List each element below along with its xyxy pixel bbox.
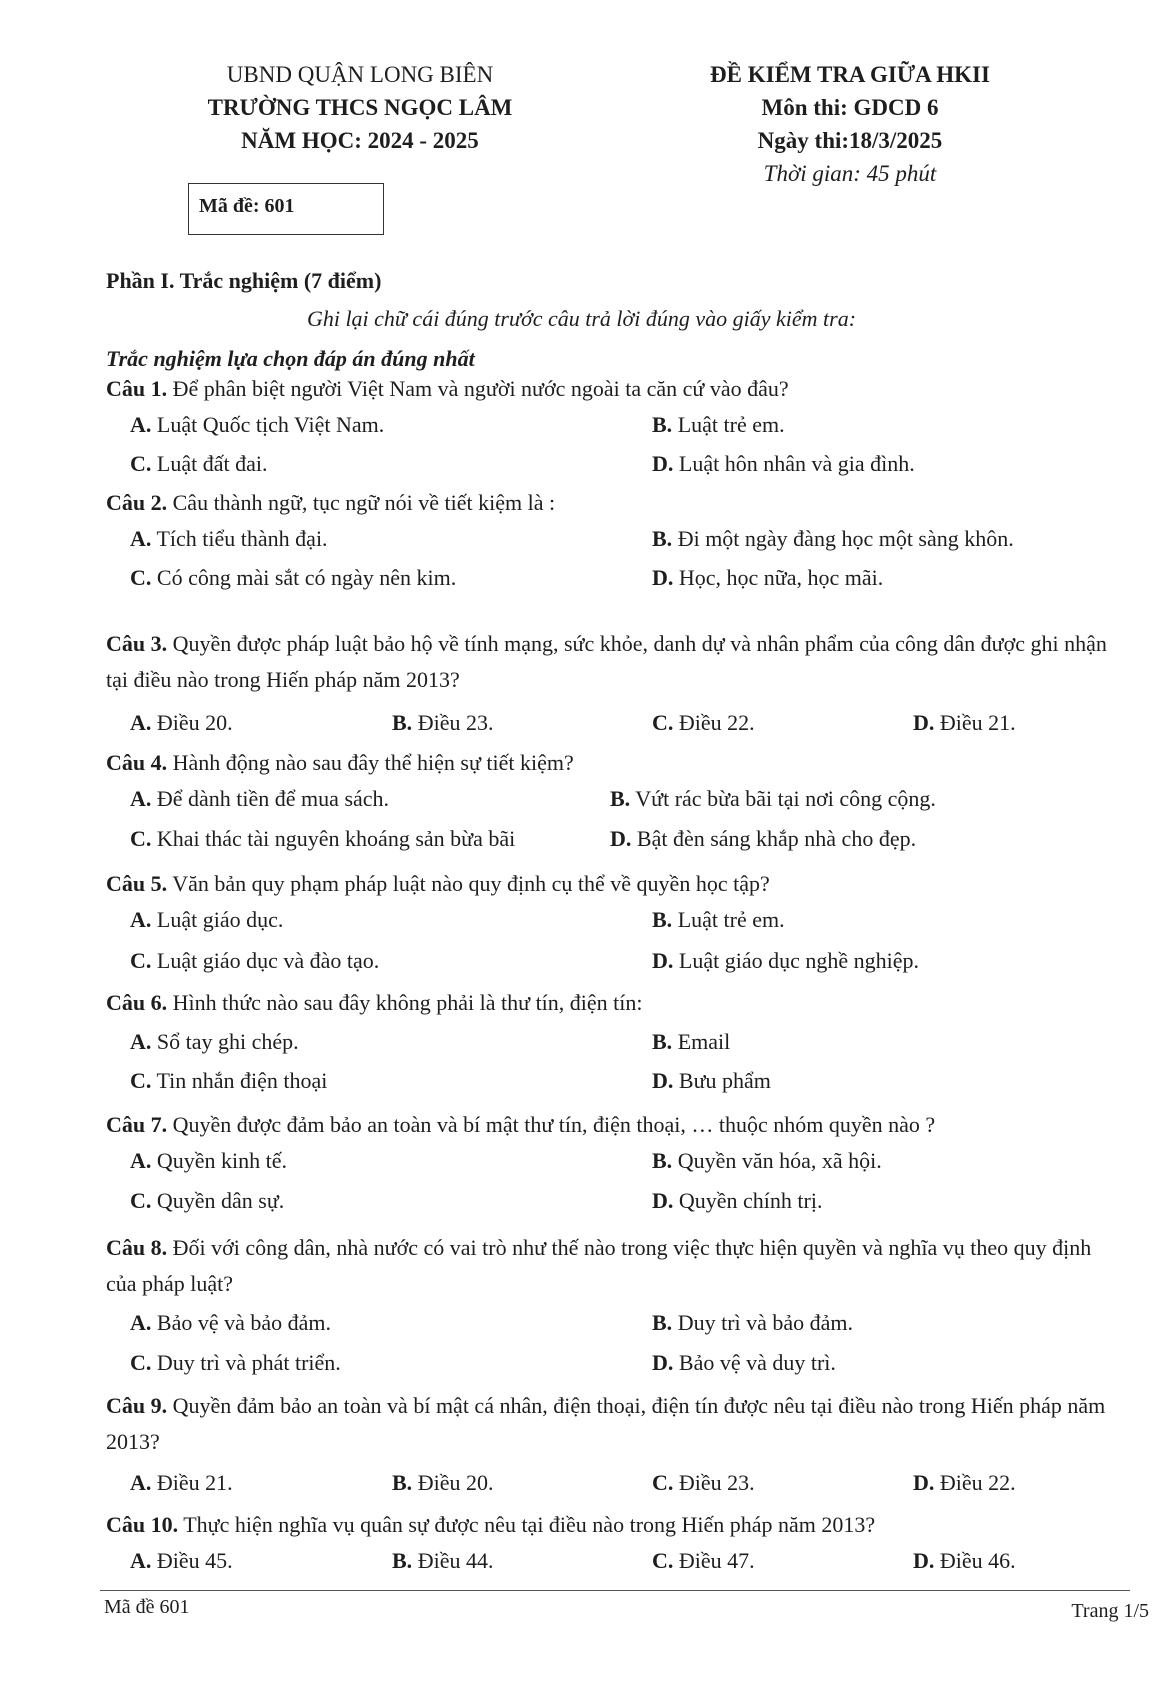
question-text: Quyền đảm bảo an toàn và bí mật cá nhân, điện thoại, điện tín được nêu tại điều nào trong Hiến pháp năm 2013? bbox=[106, 1393, 1106, 1454]
option-a: A. Để dành tiền để mua sách. bbox=[130, 786, 390, 811]
question-number: Câu 1. bbox=[106, 376, 168, 401]
option-c: C. Khai thác tài nguyên khoáng sản bừa bãi bbox=[130, 826, 516, 851]
option-a: A. Quyền kinh tế. bbox=[130, 1148, 288, 1173]
footer-divider bbox=[100, 1590, 1130, 1591]
option-c: C. Duy trì và phát triển. bbox=[130, 1350, 341, 1375]
option-c: C. Điều 22. bbox=[652, 710, 755, 735]
question-6 bbox=[106, 985, 1116, 1021]
question-number: Câu 8. bbox=[106, 1235, 168, 1260]
option-b: B. Đi một ngày đàng học một sàng khôn. bbox=[652, 526, 1014, 551]
question-number: Câu 2. bbox=[106, 490, 168, 515]
exam-date: Ngày thi:18/3/2025 bbox=[757, 128, 943, 153]
question-1 bbox=[106, 371, 1116, 407]
option-b: B. Điều 44. bbox=[392, 1548, 494, 1573]
option-b: B. Quyền văn hóa, xã hội. bbox=[652, 1148, 882, 1173]
option-a: A. Luật giáo dục. bbox=[130, 907, 284, 932]
subsection-title: Trắc nghiệm lựa chọn đáp án đúng nhất bbox=[106, 346, 475, 371]
question-3 bbox=[106, 626, 1116, 698]
question-5 bbox=[106, 866, 1116, 902]
question-8 bbox=[106, 1230, 1116, 1302]
question-text: Quyền được pháp luật bảo hộ về tính mạng, sức khỏe, danh dự và nhân phẩm của công dân được ghi nhận tại điều nào trong Hiến pháp năm 2013? bbox=[106, 631, 1107, 692]
question-text: Quyền được đảm bảo an toàn và bí mật thư tín, điện thoại, … thuộc nhóm quyền nào ? bbox=[167, 1112, 936, 1137]
part-title: Phần I. Trắc nghiệm (7 điểm) bbox=[106, 268, 382, 293]
exam-title: ĐỀ KIỂM TRA GIỮA HKII bbox=[710, 62, 990, 87]
option-a: A. Bảo vệ và bảo đảm. bbox=[130, 1310, 331, 1335]
header-left bbox=[150, 58, 570, 157]
question-text: Thực hiện nghĩa vụ quân sự được nêu tại điều nào trong Hiến pháp năm 2013? bbox=[178, 1512, 876, 1537]
question-9 bbox=[106, 1388, 1116, 1460]
header-right bbox=[670, 58, 1030, 190]
question-7 bbox=[106, 1107, 1116, 1143]
option-d: D. Luật hôn nhân và gia đình. bbox=[652, 451, 915, 476]
school-year: NĂM HỌC: 2024 - 2025 bbox=[241, 128, 479, 153]
option-a: A. Luật Quốc tịch Việt Nam. bbox=[130, 412, 385, 437]
footer-exam-code: Mã đề 601 bbox=[104, 1596, 190, 1618]
question-text: Đối với công dân, nhà nước có vai trò như thế nào trong việc thực hiện quyền và nghĩa vụ theo quy định của pháp luật? bbox=[106, 1235, 1092, 1296]
question-4 bbox=[106, 745, 1116, 781]
option-a: A. Điều 21. bbox=[130, 1470, 233, 1495]
option-b: B. Vứt rác bừa bãi tại nơi công cộng. bbox=[610, 786, 936, 811]
option-d: D. Luật giáo dục nghề nghiệp. bbox=[652, 948, 919, 973]
question-10 bbox=[106, 1507, 1116, 1543]
question-number: Câu 5. bbox=[106, 871, 168, 896]
question-number: Câu 9. bbox=[106, 1393, 168, 1418]
school-name: TRƯỜNG THCS NGỌC LÂM bbox=[207, 95, 513, 120]
option-d: D. Điều 22. bbox=[913, 1470, 1016, 1495]
option-c: C. Luật giáo dục và đào tạo. bbox=[130, 948, 380, 973]
option-c: C. Điều 47. bbox=[652, 1548, 755, 1573]
question-text: Hành động nào sau đây thể hiện sự tiết kiệm? bbox=[167, 750, 574, 775]
question-number: Câu 6. bbox=[106, 990, 168, 1015]
question-number: Câu 10. bbox=[106, 1512, 179, 1537]
option-a: A. Tích tiểu thành đại. bbox=[130, 526, 328, 551]
option-b: B. Điều 23. bbox=[392, 710, 494, 735]
option-d: D. Điều 46. bbox=[913, 1548, 1016, 1573]
question-text: Văn bản quy phạm pháp luật nào quy định cụ thể về quyền học tập? bbox=[167, 871, 770, 896]
option-b: B. Điều 20. bbox=[392, 1470, 494, 1495]
question-text: Câu thành ngữ, tục ngữ nói về tiết kiệm là : bbox=[167, 490, 556, 515]
option-d: D. Bật đèn sáng khắp nhà cho đẹp. bbox=[610, 826, 917, 851]
question-text: Để phân biệt người Việt Nam và người nước ngoài ta căn cứ vào đâu? bbox=[167, 376, 789, 401]
option-c: C. Tin nhắn điện thoại bbox=[130, 1068, 328, 1093]
option-d: D. Quyền chính trị. bbox=[652, 1188, 823, 1213]
option-d: D. Bưu phẩm bbox=[652, 1068, 771, 1093]
question-text: Hình thức nào sau đây không phải là thư tín, điện tín: bbox=[167, 990, 643, 1015]
question-number: Câu 4. bbox=[106, 750, 168, 775]
option-d: D. Điều 21. bbox=[913, 710, 1016, 735]
option-a: A. Sổ tay ghi chép. bbox=[130, 1029, 299, 1054]
option-c: C. Có công mài sắt có ngày nên kim. bbox=[130, 565, 457, 590]
option-b: B. Luật trẻ em. bbox=[652, 907, 785, 932]
instruction: Ghi lại chữ cái đúng trước câu trả lời đúng vào giấy kiểm tra: bbox=[306, 306, 857, 331]
option-c: C. Điều 23. bbox=[652, 1470, 755, 1495]
option-d: D. Học, học nữa, học mãi. bbox=[652, 565, 884, 590]
exam-subject: Môn thi: GDCD 6 bbox=[761, 95, 939, 120]
exam-duration: Thời gian: 45 phút bbox=[763, 161, 937, 186]
option-a: A. Điều 20. bbox=[130, 710, 233, 735]
question-2 bbox=[106, 485, 1116, 521]
option-d: D. Bảo vệ và duy trì. bbox=[652, 1350, 836, 1375]
footer-page-number: Trang 1/5 bbox=[1071, 1600, 1149, 1622]
option-c: C. Quyền dân sự. bbox=[130, 1188, 285, 1213]
option-b: B. Email bbox=[652, 1029, 731, 1054]
question-number: Câu 3. bbox=[106, 631, 168, 656]
option-b: B. Luật trẻ em. bbox=[652, 412, 785, 437]
option-b: B. Duy trì và bảo đảm. bbox=[652, 1310, 854, 1335]
exam-code-box: Mã đề: 601 bbox=[188, 183, 384, 235]
option-a: A. Điều 45. bbox=[130, 1548, 233, 1573]
question-number: Câu 7. bbox=[106, 1112, 168, 1137]
district-name: UBND QUẬN LONG BIÊN bbox=[226, 62, 494, 87]
option-c: C. Luật đất đai. bbox=[130, 451, 268, 476]
